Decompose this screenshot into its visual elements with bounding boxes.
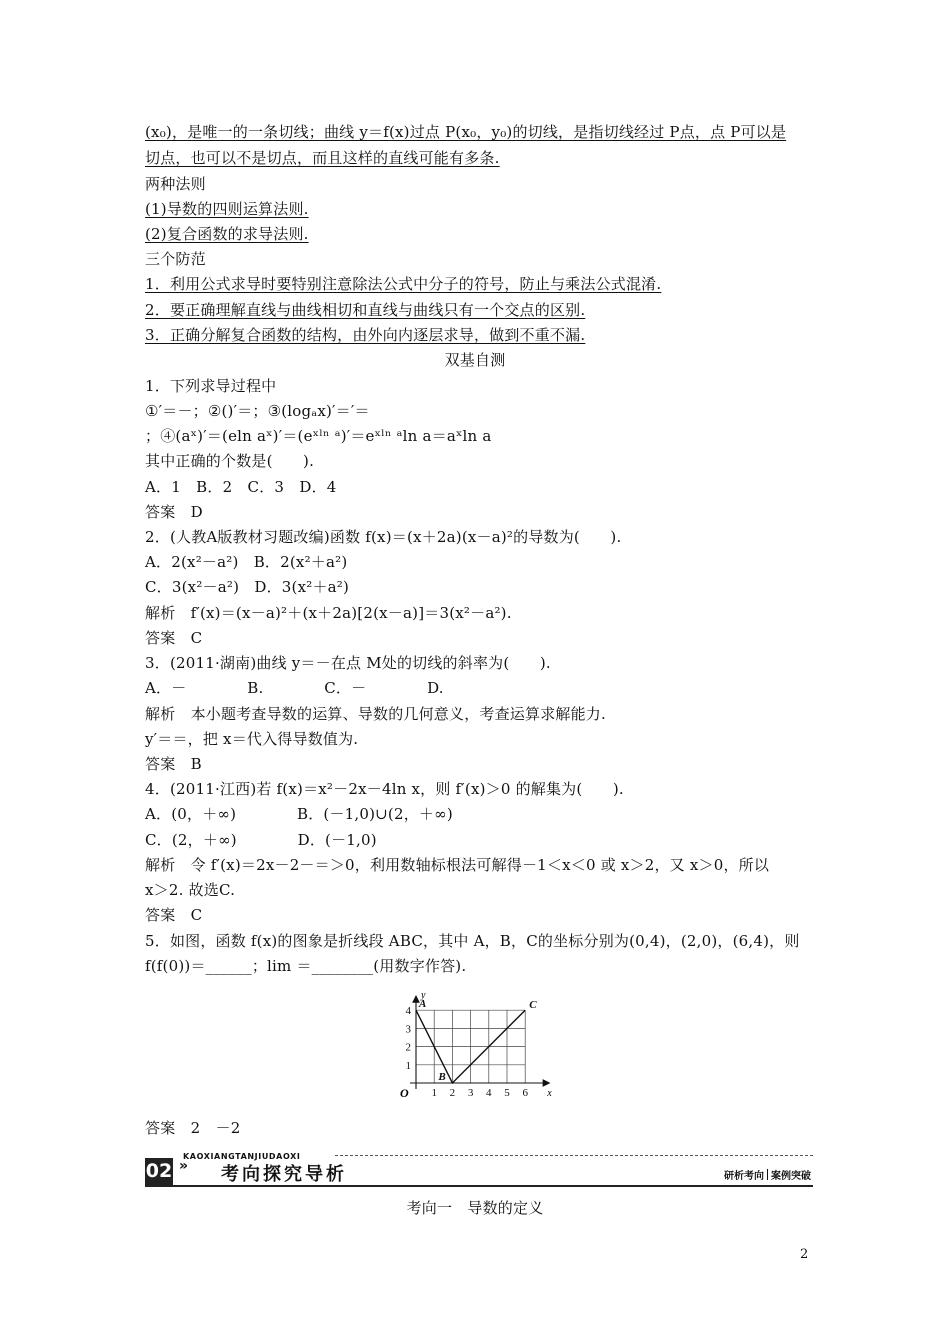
question-1-ask: 其中正确的个数是( ). [145, 452, 315, 470]
banner-tagline-left: 研析考向 [724, 1171, 764, 1182]
question-2-options-ab: A．2(x²－a²) B．2(x²＋a²) [145, 553, 348, 571]
y-tick-label: 2 [405, 1041, 411, 1054]
banner-separator [767, 1169, 768, 1180]
question-3-answer: 答案 B [145, 755, 202, 773]
question-5-blanks: f(f(0))＝______；lim ＝________(用数字作答). [145, 957, 467, 975]
banner-rule [145, 1185, 813, 1187]
figure-labels [406, 998, 538, 1099]
x-tick-label: 5 [504, 1087, 510, 1099]
caution-line-1: 1．利用公式求导时要特别注意除法公式中分子的符号，防止与乘法公式混淆. [145, 275, 662, 293]
x-tick-label: 1 [431, 1087, 437, 1099]
question-2-stem: 2．(人教A版教材习题改编)函数 f(x)＝(x＋2a)(x－a)²的导数为( ). [145, 528, 622, 546]
question-5-answer: 答案 2 －2 [145, 1119, 241, 1137]
y-axis-label: y [421, 990, 426, 1002]
banner-tagline-right: 案例突破 [771, 1171, 811, 1182]
banner-pinyin: KAOXIANGTANJIUDAOXI [183, 1152, 301, 1161]
figure-grid [416, 1010, 525, 1083]
question-3-analysis: 解析 本小题考查导数的运算、导数的几何意义，考查运算求解能力. [145, 705, 606, 723]
point-label-c: C [529, 999, 537, 1012]
rule-line-2: (2)复合函数的求导法则. [145, 225, 309, 243]
point-label-b: B [438, 1071, 446, 1083]
section-title-self-test: 双基自测 [444, 351, 506, 369]
origin-label: O [400, 1086, 409, 1100]
heading-two-rules: 两种法则 [145, 175, 206, 193]
question-1-formulas-a: ①′＝－；②()′＝；③(logₐx)′＝′＝ [145, 402, 370, 420]
question-4-analysis-1: 解析 令 f′(x)＝2x－2－＝＞0，利用数轴标根法可解得－1＜x＜0 或 x＞2，又 x＞0，所以 [145, 856, 770, 874]
question-4-stem: 4．(2011·江西)若 f(x)＝x²－2x－4ln x，则 f′(x)＞0 的解集为( ). [145, 780, 624, 798]
banner-title: 考向探究导析 [221, 1164, 347, 1185]
banner-dotted-line [335, 1155, 813, 1156]
section-heading: 考向一 导数的定义 [406, 1199, 544, 1217]
question-4-analysis-2: x＞2. 故选C. [145, 881, 236, 899]
question-2-answer: 答案 C [145, 629, 203, 647]
rule-line-1: (1)导数的四则运算法则. [145, 200, 309, 218]
question-4-answer: 答案 C [145, 906, 203, 924]
question-2-analysis: 解析 f′(x)＝(x－a)²＋(x＋2a)[2(x－a)]＝3(x²－a²). [145, 604, 512, 622]
y-tick-label: 4 [405, 1005, 411, 1018]
question-4-options-ab: A．(0，＋∞) B．(－1,0)∪(2，＋∞) [145, 805, 453, 823]
banner-tagline [724, 1167, 811, 1182]
question-1-stem: 1．下列求导过程中 [145, 377, 277, 395]
x-tick-label: 2 [449, 1087, 456, 1099]
question-3-stem: 3．(2011·湖南)曲线 y＝－在点 M处的切线的斜率为( ). [145, 654, 551, 672]
page-number: 2 [800, 1247, 809, 1262]
y-tick-label: 3 [405, 1023, 411, 1036]
section-banner [145, 1152, 813, 1188]
double-arrow-icon: » [179, 1158, 189, 1174]
question-3-options: A．－ B. C．－ D. [145, 679, 444, 697]
question-5-stem: 5．如图，函数 f(x)的图象是折线段 ABC，其中 A，B，C的坐标分别为(0,4)，(2,0)，(6,4)，则 [145, 932, 800, 950]
x-axis-arrow-icon [543, 1080, 549, 1086]
x-axis-label: x [547, 1088, 552, 1099]
text-line-tangent-1: (x₀)，是唯一的一条切线；曲线 y＝f(x)过点 P(x₀，y₀)的切线，是指切线经过 P点，点 P可以是 [145, 123, 787, 141]
banner-number: 02 [145, 1158, 173, 1185]
question-4-options-cd: C．(2，＋∞) D．(－1,0) [145, 831, 377, 849]
heading-three-cautions: 三个防范 [145, 250, 206, 268]
x-tick-label: 4 [486, 1087, 492, 1099]
y-tick-label: 1 [405, 1059, 411, 1072]
caution-line-2: 2．要正确理解直线与曲线相切和直线与曲线只有一个交点的区别. [145, 301, 586, 319]
point-label-a: A [419, 998, 427, 1011]
x-tick-label: 3 [467, 1087, 474, 1099]
x-tick-label: 6 [522, 1087, 528, 1099]
polyline-graph-figure [390, 980, 565, 1105]
question-1-options: A．1 B．2 C．3 D．4 [145, 478, 337, 496]
question-3-derivation: y′＝＝，把 x＝代入得导数值为. [145, 730, 359, 748]
question-1-answer: 答案 D [145, 503, 203, 521]
text-line-tangent-2: 切点，也可以不是切点，而且这样的直线可能有多条. [145, 149, 500, 167]
question-1-formulas-b: ；④(aˣ)′＝(eln aˣ)′＝(eˣˡⁿ ᵃ)′＝eˣˡⁿ ᵃln a＝aˣln a [145, 427, 492, 445]
caution-line-3: 3．正确分解复合函数的结构，由外向内逐层求导，做到不重不漏. [145, 326, 586, 344]
question-2-options-cd: C．3(x²－a²) D．3(x²＋a²) [145, 578, 350, 596]
